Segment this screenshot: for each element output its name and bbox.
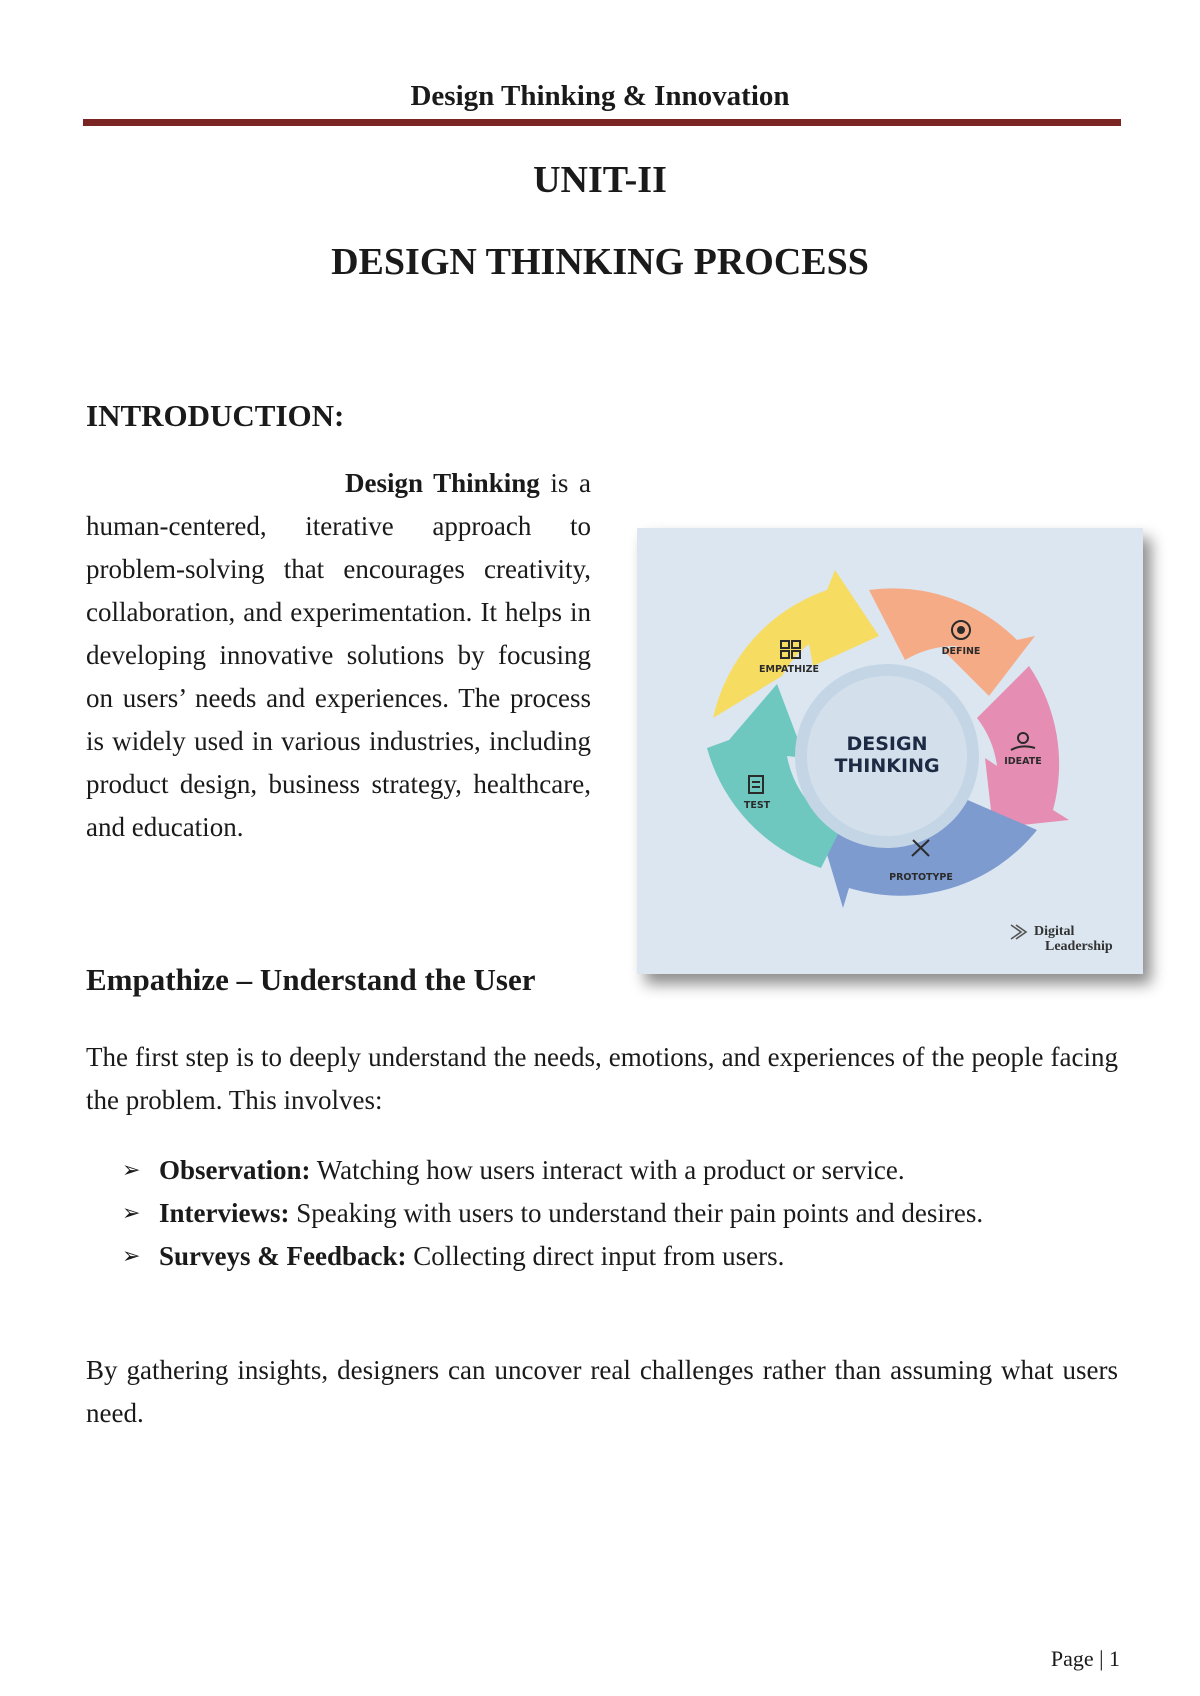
stage-label-empathize: EMPATHIZE (759, 664, 819, 675)
stage-label-test: TEST (743, 800, 771, 811)
chapter-title: DESIGN THINKING PROCESS (331, 241, 869, 283)
running-header: Design Thinking & Innovation (410, 80, 790, 112)
digital-leadership-logo-icon (1011, 925, 1026, 939)
bullet-text: Speaking with users to understand their pain points and desires. (289, 1198, 984, 1228)
empathize-methods-list (122, 1149, 1118, 1278)
stage-label-ideate: IDEATE (1004, 756, 1042, 767)
bullet-term: Surveys & Feedback: (159, 1241, 407, 1271)
bullet-term: Interviews: (159, 1198, 290, 1228)
bullet-text: Collecting direct input from users. (406, 1241, 785, 1271)
page-number: Page | 1 (1050, 1646, 1120, 1671)
arrow-bullet-icon: ➢ (122, 1244, 141, 1269)
list-item (122, 1149, 1118, 1192)
arrow-bullet-icon: ➢ (122, 1201, 141, 1226)
list-item (122, 1235, 1118, 1278)
introduction-heading: INTRODUCTION: (86, 398, 345, 433)
brand-line1: Digital (1034, 924, 1075, 939)
bullet-text: Watching how users interact with a product or service. (310, 1155, 905, 1185)
arrow-bullet-icon: ➢ (122, 1158, 141, 1183)
intro-lead-term: Design Thinking (345, 468, 540, 498)
bullet-term: Observation: (159, 1155, 311, 1185)
header-rule (83, 119, 1121, 126)
list-item (122, 1192, 1118, 1235)
design-thinking-cycle-diagram (637, 528, 1143, 974)
center-label-line2: THINKING (834, 755, 940, 777)
empathize-intro-paragraph: The first step is to deeply understand the needs, emotions, and experiences of the people facing the problem. This involves: (86, 1042, 1118, 1115)
design-thinking-figure (637, 528, 1143, 974)
introduction-paragraph (86, 462, 591, 849)
stage-label-prototype: PROTOTYPE (889, 872, 953, 883)
brand-line2: Leadership (1045, 939, 1113, 954)
empathize-heading: Empathize – Understand the User (86, 962, 536, 997)
empathize-conclusion-paragraph: By gathering insights, designers can uncover real challenges rather than assuming what users need. (86, 1355, 1118, 1428)
unit-title: UNIT-II (533, 159, 667, 201)
center-label-line1: DESIGN (846, 733, 928, 755)
intro-body-text: is a human-centered, iterative approach to problem-solving that encourages creativity, collaboration, and experimentation. It helps in developing innovative solutions by focusing on users’ needs and experiences. The process is widely used in various industries, including product design, business strategy, healthcare, and education. (86, 468, 591, 842)
stage-label-define: DEFINE (941, 646, 981, 657)
